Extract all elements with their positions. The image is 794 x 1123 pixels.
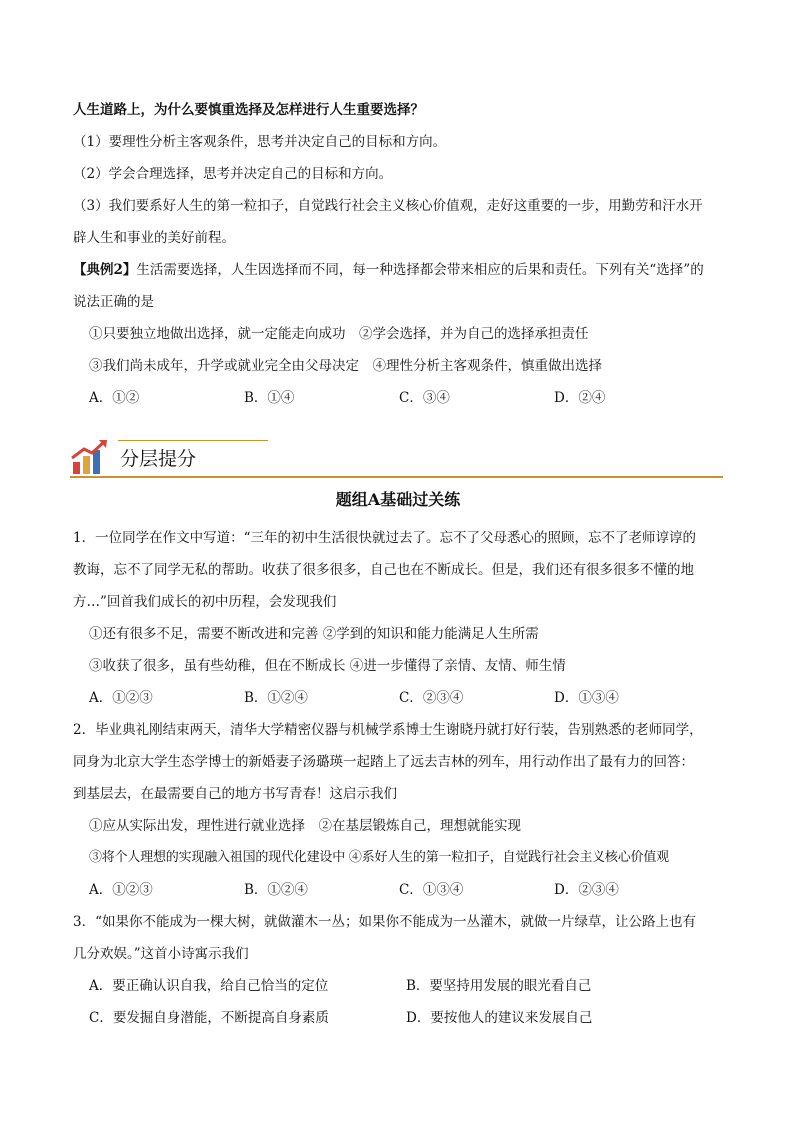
q2-choices (73, 874, 723, 906)
q2-choice-b: B．①②④ (244, 882, 308, 898)
summary-block (73, 94, 723, 414)
summary-point-3: （3）我们要系好人生的第一粒扣子，自觉践行社会主义核心价值观，走好这重要的一步，用勤劳和汗水开 (73, 198, 703, 214)
q1-line-1: 1．一位同学在作文中写道：“三年的初中生活很快就过去了。忘不了父母悉心的照顾，忘不了老师谆谆的 (73, 530, 696, 546)
q2-line-2: 同身为北京大学生态学博士的新婚妻子汤璐瑛一起踏上了远去吉林的列车，用行动作出了最有力的回答： (73, 754, 694, 770)
q3-line-2: 几分欢娱。”这首小诗寓示我们 (73, 946, 249, 962)
section-header (70, 436, 723, 478)
q3-choice-a: A．要正确认识自我，给自己恰当的定位 (89, 978, 329, 994)
q3-choices-row-2 (73, 1002, 723, 1034)
group-title: 题组A基础过关练 (335, 490, 461, 509)
example-choices (73, 382, 723, 414)
q2-choice-c: C．①③④ (399, 882, 464, 898)
questions-block (73, 522, 723, 1034)
example-options-1: ①只要独立地做出选择，就一定能走向成功 ②学会选择，并为自己的选择承担责任 (89, 326, 589, 342)
q1-options-2: ③收获了很多，虽有些幼稚，但在不断成长 ④进一步懂得了亲情、友情、师生情 (89, 658, 566, 674)
choice-b: B．①④ (244, 390, 295, 406)
q2-options-1: ①应从实际出发，理性进行就业选择 ②在基层锻炼自己，理想就能实现 (89, 818, 521, 834)
q1-line-3: 方…”回首我们成长的初中历程，会发现我们 (73, 594, 337, 610)
example-stem-2: 说法正确的是 (73, 294, 154, 310)
summary-point-1: （1）要理性分析主客观条件，思考并决定自己的目标和方向。 (73, 134, 447, 150)
q3-choice-d: D．要按他人的建议来发展自己 (406, 1010, 593, 1026)
q2-choice-a: A．①②③ (89, 882, 153, 898)
choice-c: C．③④ (399, 390, 450, 406)
q3-choices-row-1 (73, 970, 723, 1002)
q1-choices (73, 682, 723, 714)
q3-line-1: 3．“如果你不能成为一棵大树，就做灌木一丛；如果你不能成为一丛灌木，就做一片绿草，让公路上也有 (73, 914, 696, 930)
q3-choice-c: C．要发掘自身潜能，不断提高自身素质 (89, 1010, 329, 1026)
summary-point-3-cont: 辟人生和事业的美好前程。 (73, 230, 235, 246)
q1-choice-d: D．①③④ (554, 690, 619, 706)
q2-options-2: ③将个人理想的实现融入祖国的现代化建设中 ④系好人生的第一粒扣子，自觉践行社会主义核心价值观 (89, 850, 669, 865)
example-stem-1: 生活需要选择，人生因选择而不同，每一种选择都会带来相应的后果和责任。下列有关“选择”的 (136, 262, 704, 278)
header-rule (70, 476, 723, 478)
choice-a: A．①② (89, 390, 140, 406)
summary-point-2: （2）学会合理选择，思考并决定自己的目标和方向。 (73, 166, 393, 182)
q3-choice-b: B．要坚持用发展的眼光看自己 (406, 978, 592, 994)
bar-chart-arrow-icon (70, 438, 110, 476)
header-top-line (118, 440, 268, 441)
q2-line-1: 2．毕业典礼刚结束两天，清华大学精密仪器与机械学系博士生谢晓丹就打好行装，告别熟悉的老师同学， (73, 722, 703, 738)
q1-options-1: ①还有很多不足，需要不断改进和完善 ②学到的知识和能力能满足人生所需 (89, 626, 539, 642)
q2-line-3: 到基层去，在最需要自己的地方书写青春！这启示我们 (73, 786, 397, 802)
summary-question: 人生道路上，为什么要慎重选择及怎样进行人生重要选择？ (73, 102, 424, 118)
q1-line-2: 教诲，忘不了同学无私的帮助。收获了很多很多，自己也在不断成长。但是，我们还有很多很多不懂的地 (73, 562, 694, 578)
section-title: 分层提分 (120, 448, 197, 470)
q1-choice-b: B．①②④ (244, 690, 308, 706)
q1-choice-a: A．①②③ (89, 690, 153, 706)
choice-d: D．②④ (554, 390, 606, 406)
example-label: 【典例2】 (73, 262, 137, 278)
q2-choice-d: D．②③④ (554, 882, 619, 898)
example-options-2: ③我们尚未成年，升学或就业完全由父母决定 ④理性分析主客观条件，慎重做出选择 (89, 358, 602, 374)
q1-choice-c: C．②③④ (399, 690, 464, 706)
